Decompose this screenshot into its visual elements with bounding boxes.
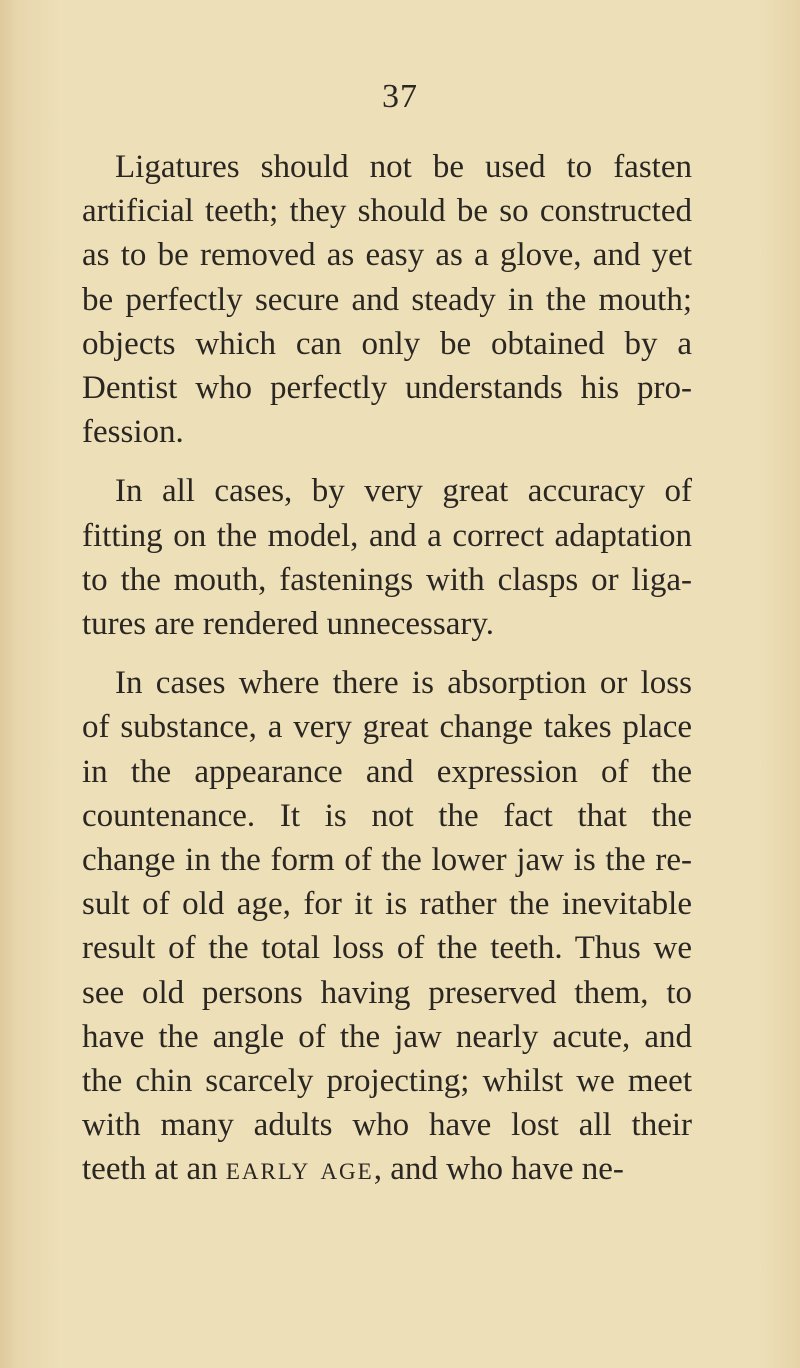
text-line: the chin scarcely projecting; whilst we meet bbox=[82, 1063, 692, 1100]
page-number: 37 bbox=[382, 78, 418, 115]
text-line: countenance. It is not the fact that the bbox=[82, 797, 692, 834]
text-line: In all cases, by very great accuracy of bbox=[115, 473, 692, 510]
text-line: result of the total loss of the teeth. Thus we bbox=[82, 930, 692, 967]
text-line: in the appearance and expression of the bbox=[82, 753, 692, 790]
text-run: teeth at an bbox=[82, 1151, 226, 1188]
text-line: In cases where there is absorption or loss bbox=[115, 665, 692, 702]
text-line: as to be removed as easy as a glove, and yet bbox=[82, 237, 692, 274]
small-caps-phrase: early age bbox=[225, 1151, 374, 1188]
text-line: Ligatures should not be used to fasten bbox=[115, 149, 692, 185]
paragraph-fitting bbox=[82, 469, 692, 646]
text-line: fitting on the model, and a correct adaptation bbox=[82, 517, 692, 554]
text-line: be perfectly secure and steady in the mouth; bbox=[82, 281, 692, 318]
text-line: Dentist who perfectly understands his pro- bbox=[82, 370, 692, 407]
text-line: change in the form of the lower jaw is the re- bbox=[82, 842, 692, 879]
text-run: , and who have ne- bbox=[373, 1151, 624, 1188]
text-line: objects which can only be obtained by a bbox=[82, 325, 692, 362]
text-line-last bbox=[82, 1147, 692, 1191]
text-line: of substance, a very great change takes place bbox=[82, 709, 692, 746]
text-line: sult of old age, for it is rather the inevitable bbox=[82, 886, 692, 923]
text-line: see old persons having preserved them, to bbox=[82, 974, 692, 1011]
text-line: with many adults who have lost all their bbox=[82, 1107, 692, 1144]
text-line: to the mouth, fastenings with clasps or liga- bbox=[82, 561, 692, 598]
text-line: artificial teeth; they should be so constructed bbox=[82, 193, 692, 230]
paragraph-absorption bbox=[82, 661, 692, 1191]
text-line: fession. bbox=[82, 414, 184, 451]
body-text bbox=[82, 145, 692, 1207]
text-line: tures are rendered unnecessary. bbox=[82, 606, 494, 643]
paragraph-ligatures bbox=[82, 145, 692, 454]
text-line: have the angle of the jaw nearly acute, and bbox=[82, 1018, 692, 1055]
